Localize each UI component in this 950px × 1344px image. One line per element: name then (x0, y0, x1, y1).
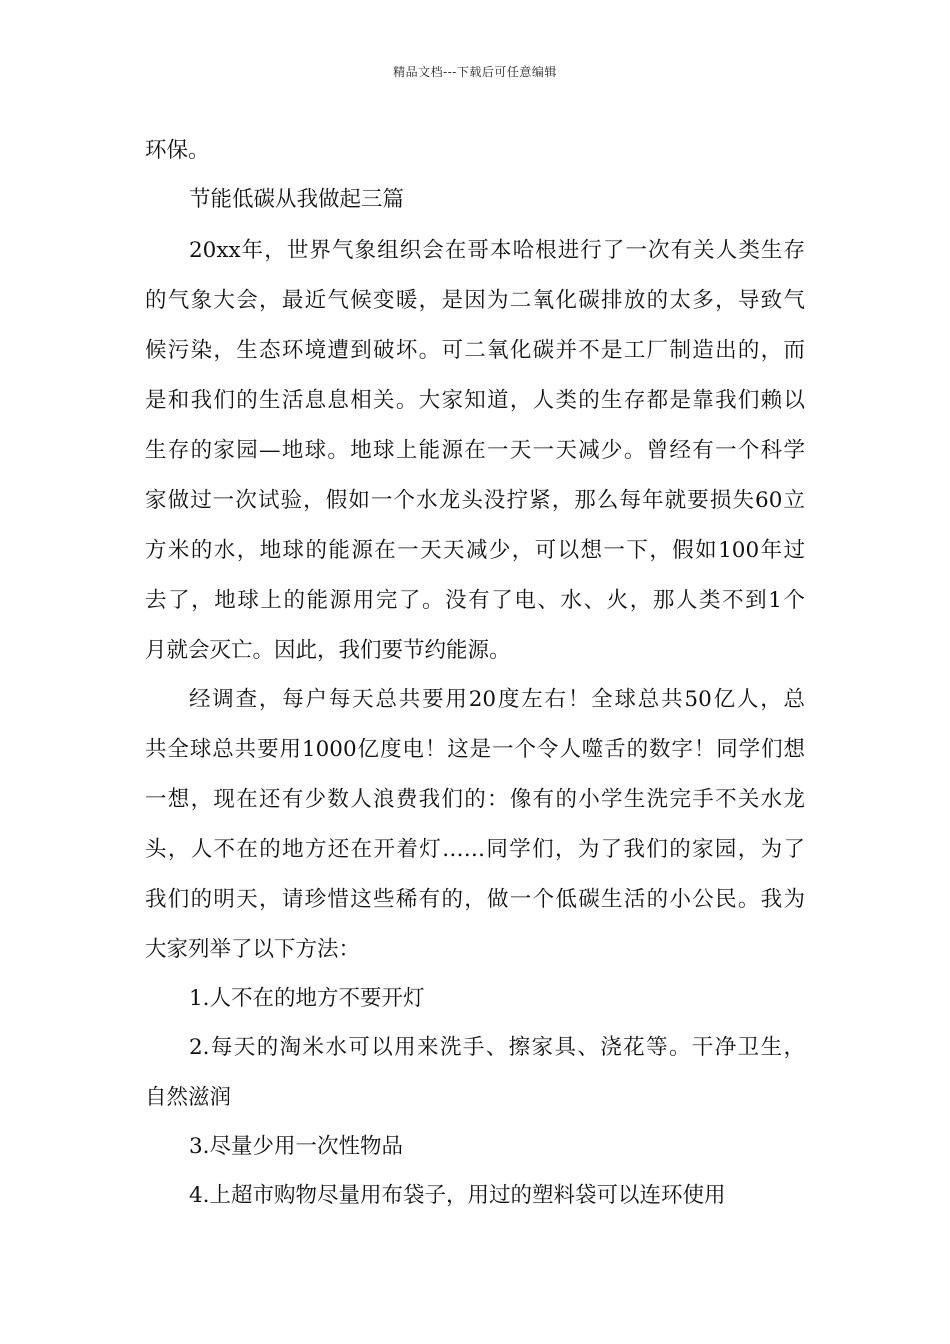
page-header: 精品文档---下载后可任意编辑 (393, 65, 557, 79)
paragraph-line: 是和我们的生活息息相关。大家知道，人类的生存都是靠我们赖以 (145, 388, 805, 413)
paragraph-line: 一想，现在还有少数人浪费我们的：像有的小学生洗完手不关水龙 (145, 787, 805, 812)
paragraph-line: 大家列举了以下方法： (145, 937, 361, 962)
paragraph-line: 的气象大会，最近气候变暖，是因为二氧化碳排放的太多，导致气 (145, 288, 805, 313)
paragraph-line: 生存的家园—地球。地球上能源在一天一天减少。曾经有一个科学 (145, 438, 805, 463)
list-item-continuation: 自然滋润 (145, 1085, 232, 1110)
list-item: 1.人不在的地方不要开灯 (189, 986, 425, 1011)
paragraph-line: 头，人不在的地方还在开着灯……同学们，为了我们的家园，为了 (145, 837, 805, 862)
paragraph-line: 去了，地球上的能源用完了。没有了电、水、火，那人类不到1个 (145, 588, 805, 613)
list-item: 4.上超市购物尽量用布袋子，用过的塑料袋可以连环使用 (189, 1183, 726, 1208)
list-item: 2.每天的淘米水可以用来洗手、擦家具、浇花等。干净卫生， (189, 1035, 805, 1060)
section-title: 节能低碳从我做起三篇 (189, 187, 405, 212)
paragraph-line: 20xx年，世界气象组织会在哥本哈根进行了一次有关人类生存 (189, 238, 805, 263)
paragraph-line: 月就会灭亡。因此，我们要节约能源。 (145, 638, 511, 663)
paragraph-line: 候污染，生态环境遭到破坏。可二氧化碳并不是工厂制造出的，而 (145, 338, 805, 363)
paragraph-line: 我们的明天，请珍惜这些稀有的，做一个低碳生活的小公民。我为 (145, 887, 805, 912)
paragraph-line: 家做过一次试验，假如一个水龙头没拧紧，那么每年就要损失60立 (145, 488, 805, 513)
paragraph-line: 共全球总共要用1000亿度电！这是一个令人噬舌的数字！同学们想 (145, 737, 805, 762)
paragraph-line: 方米的水，地球的能源在一天天减少，可以想一下，假如100年过 (145, 538, 805, 563)
paragraph-line: 经调查，每户每天总共要用20度左右！全球总共50亿人，总 (189, 687, 805, 712)
list-item: 3.尽量少用一次性物品 (189, 1134, 404, 1159)
paragraph-line: 环保。 (145, 138, 210, 163)
